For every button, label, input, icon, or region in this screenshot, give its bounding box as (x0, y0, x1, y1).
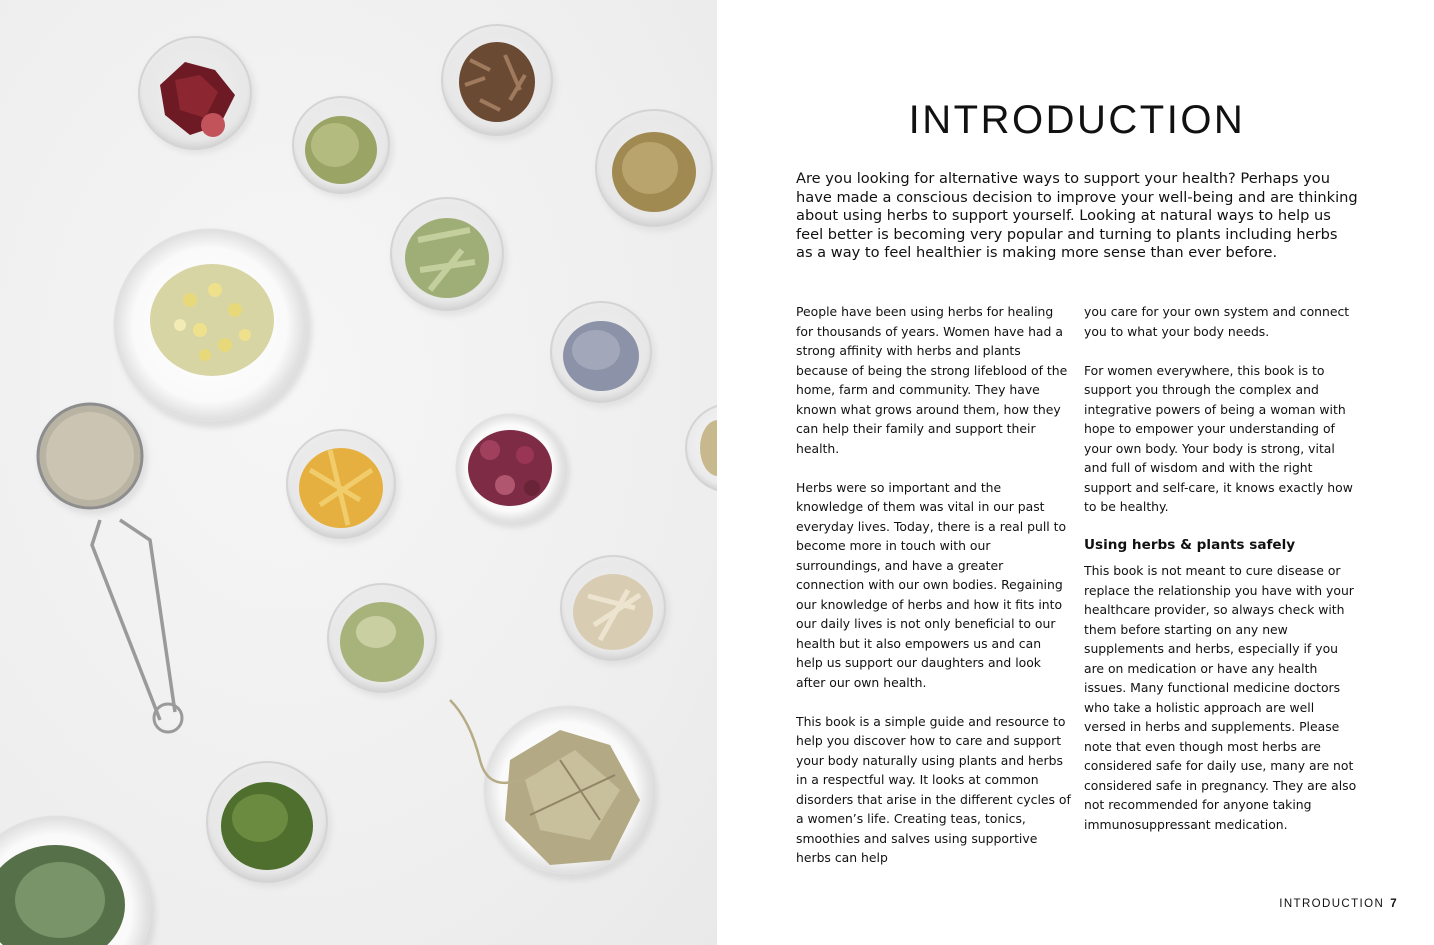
col1-paragraph-3: This book is a simple guide and resource to help you discover how to care and support your body naturally using plants and herbs in a respectful way. It looks at common disorders that arise in the different cycles of a women’s life. Creating teas, tonics, smoothies and salves using supportive herbs can help (796, 713, 1071, 865)
parsley-bowl (207, 762, 332, 888)
lavender-bowl (551, 302, 656, 408)
footer-section-label: INTRODUCTION (1279, 898, 1385, 910)
chamomile-bowl (114, 229, 312, 428)
verbena-bowl (391, 198, 508, 316)
tea-infuser (38, 404, 182, 732)
partial-bowl-right (686, 404, 717, 492)
hibiscus-bowl (139, 37, 256, 154)
text-page (717, 0, 1434, 945)
page-title: INTRODUCTION (908, 98, 1246, 142)
green-herb-bowl-1 (293, 97, 394, 198)
calendula-bowl (287, 430, 400, 544)
col2-paragraph-2: For women everywhere, this book is to support you through the complex and integrative powers of being a woman with hope to empower your understanding of your own body. Your body is strong, vital and full of wisdom and with the right support and self-care, it knows exactly how to be healthy. (1084, 362, 1353, 514)
col1-paragraph-1: People have been using herbs for healing for thousands of years. Women have had a strong affinity with herbs and plants because of being the strong lifeblood of the home, farm and community. They have known what grows around them, how they can help their family and support their health. (796, 304, 1068, 456)
bark-bowl (442, 25, 557, 141)
linden-bowl (328, 584, 441, 698)
body-column-1 (796, 302, 1071, 887)
dried-leaves-bowl (450, 700, 658, 881)
lede-paragraph: Are you looking for alternative ways to support your health? Perhaps you have made a conscious decision to improve your well-being and are thinking about using herbs to support yourself. Looking at natural ways to help us feel better is becoming very popular and turning to plants including herbs as a way to feel healthier is making more sense than ever before. (796, 170, 1358, 261)
page-footer (1279, 898, 1398, 910)
rooibos-bowl (596, 110, 717, 232)
body-column-2 (1084, 302, 1359, 854)
root-bowl (561, 556, 670, 666)
col1-paragraph-2: Herbs were so important and the knowledge of them was vital in our past everyday lives. Today, there is a real pull to become more in touch with our surroundings, and have a greater connection with our own bodies. Regaining our knowledge of herbs and how it fits into our daily lives is not only beneficial to our health but it also empowers us and can help us support our daughters and look after our own health. (796, 479, 1067, 690)
col2-paragraph-3: This book is not meant to cure disease or replace the relationship you have with your healthcare provider, so always check with them before starting on any new supplements and herbs, especially if you are on medication or have any health issues. Many functional medicine doctors who take a holistic approach are well versed in herbs and supplements. Please note that even though most herbs are considered safe for daily use, many are not considered safe in pregnancy. They are also not recommended for anyone taking immunosuppressant medication. (1084, 563, 1357, 832)
page-number: 7 (1390, 898, 1398, 910)
sage-bowl (0, 816, 156, 945)
col2-paragraph-1: you care for your own system and connect you to what your body needs. (1084, 304, 1350, 339)
rose-bowl (456, 414, 570, 528)
section-subheading: Using herbs & plants safely (1084, 537, 1296, 553)
